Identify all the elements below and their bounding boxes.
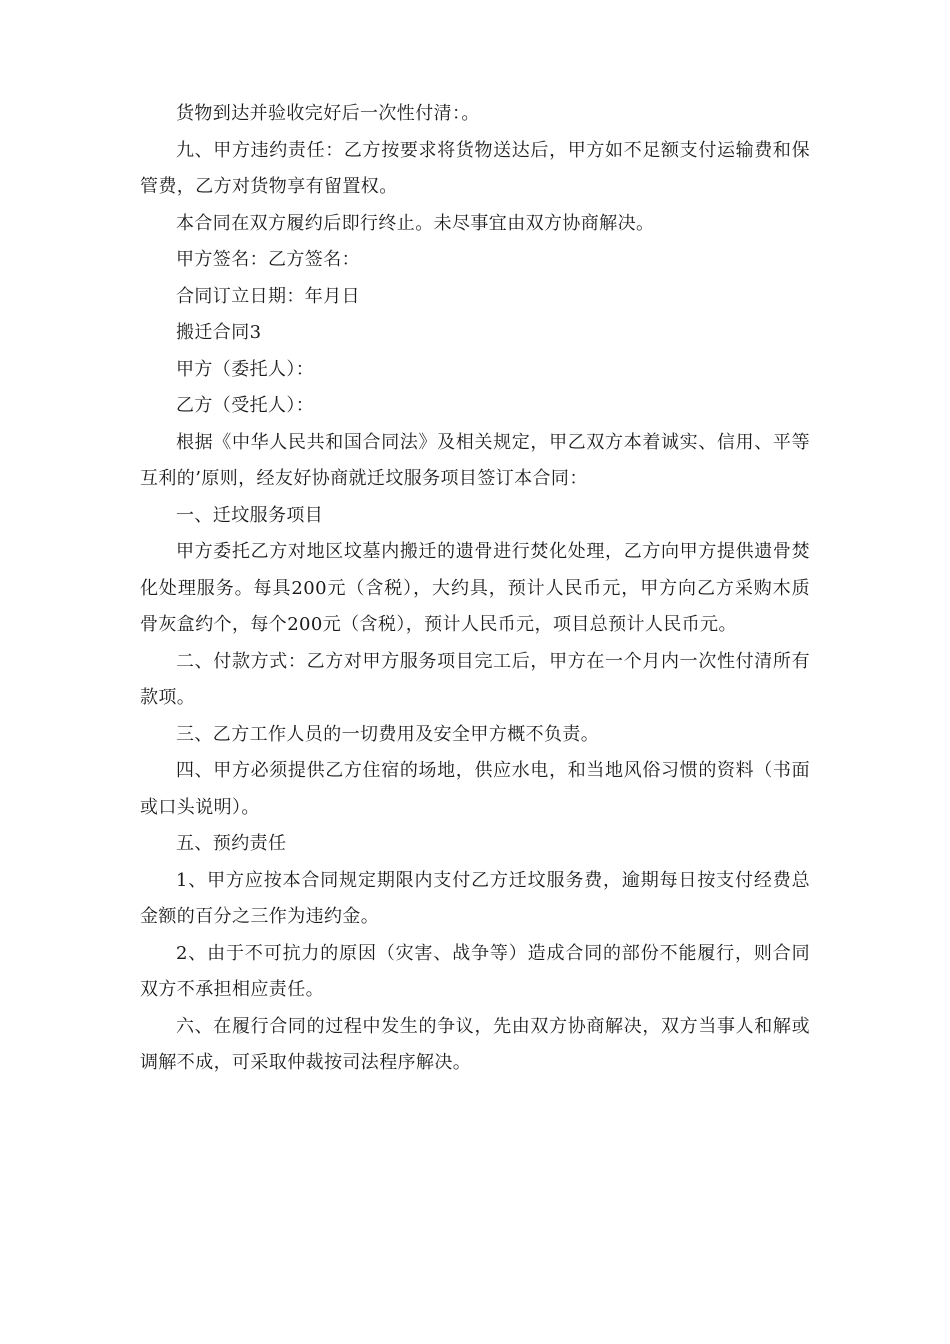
paragraph-liability-2: 2、由于不可抗力的原因（灾害、战争等）造成合同的部份不能履行，则合同双方不承担相应责任。: [140, 942, 810, 1000]
document-body: [140, 96, 810, 1082]
heading-liability: 五、预约责任: [176, 833, 287, 854]
paragraph-party-a: 甲方（委托人）：: [176, 358, 315, 380]
paragraph-accommodation: 四、甲方必须提供乙方住宿的场地，供应水电，和当地风俗习惯的资料（书面或口头说明）。: [140, 760, 810, 818]
paragraph-signing-date: 合同订立日期：年月日: [176, 285, 360, 307]
paragraph-payment-terms: 货物到达并验收完好后一次性付清：。: [176, 103, 480, 124]
paragraph-contract-termination: 本合同在双方履约后即行终止。未尽事宜由双方协商解决。: [176, 212, 655, 234]
paragraph-liability-1: 1、甲方应按本合同规定期限内支付乙方迁坟服务费，逾期每日按支付经费总金额的百分之三作为违约金。: [140, 869, 810, 927]
paragraph-signatures: 甲方签名：乙方签名：: [176, 249, 360, 270]
paragraph-service-details: 甲方委托乙方对地区坟墓内搬迁的遗骨进行焚化处理，乙方向甲方提供遗骨焚化处理服务。每具200元（含税），大约具，预计人民币元，甲方向乙方采购木质骨灰盒约个，每个200元（含税），预计人民币元，项目总预计人民币元。: [140, 541, 810, 635]
paragraph-preamble: 根据《中华人民共和国合同法》及相关规定，甲乙双方本着诚实、信用、平等互利的’原则，经友好协商就迁坟服务项目签订本合同：: [140, 431, 810, 489]
paragraph-disputes: 六、在履行合同的过程中发生的争议，先由双方协商解决，双方当事人和解或调解不成，可采取仲裁按司法程序解决。: [140, 1015, 810, 1073]
heading-service-items: 一、迁坟服务项目: [176, 504, 324, 526]
paragraph-party-b: 乙方（受托人）：: [176, 395, 315, 416]
paragraph-payment-method: 二、付款方式：乙方对甲方服务项目完工后，甲方在一个月内一次性付清所有款项。: [140, 650, 810, 708]
paragraph-staff-costs: 三、乙方工作人员的一切费用及安全甲方概不负责。: [176, 723, 600, 745]
paragraph-party-a-liability: 九、甲方违约责任：乙方按要求将货物送达后，甲方如不足额支付运输费和保管费，乙方对货物享有留置权。: [140, 139, 810, 197]
section-title-contract-3: 搬迁合同3: [176, 322, 262, 343]
